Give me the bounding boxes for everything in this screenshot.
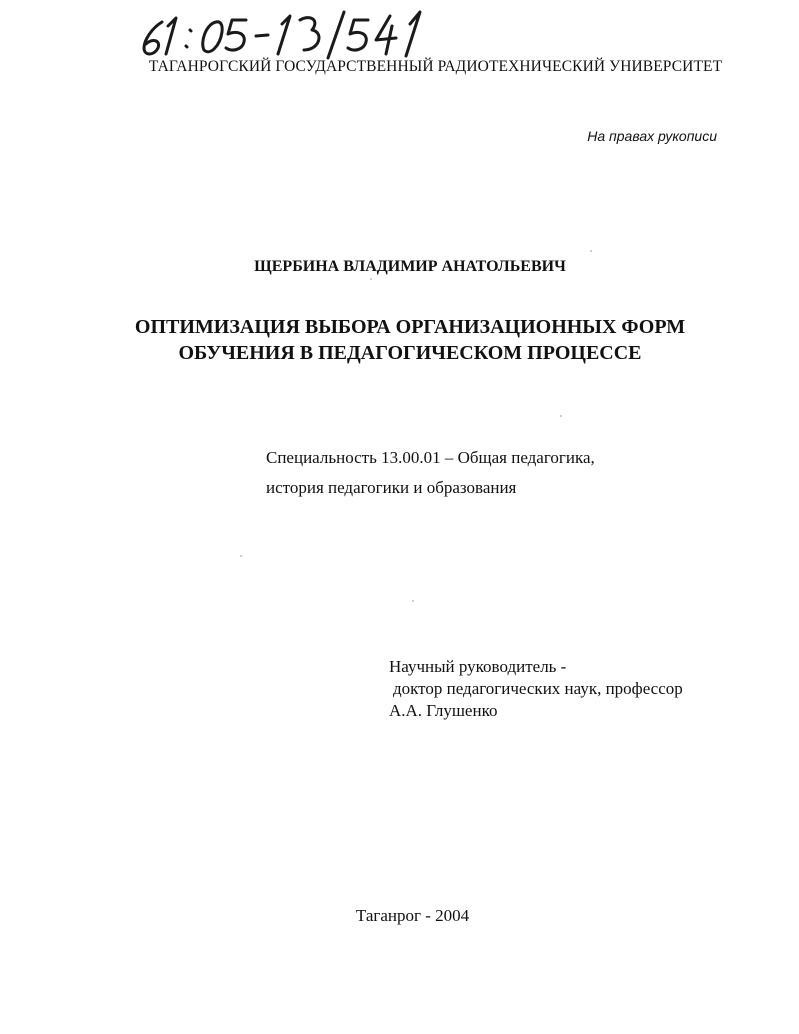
supervisor-degree: доктор педагогических наук, профессор <box>393 679 683 698</box>
supervisor-name: А.А. Глушенко <box>389 701 498 720</box>
specialty-line-1: Специальность 13.00.01 – Общая педагогика, <box>266 448 595 467</box>
specialty-block <box>266 443 595 503</box>
city-and-year: Таганрог - 2004 <box>355 906 470 925</box>
scan-speck <box>240 555 242 557</box>
supervisor-block <box>389 656 683 722</box>
thesis-title-line-2: ОБУЧЕНИЯ В ПЕДАГОГИЧЕСКОМ ПРОЦЕССЕ <box>178 342 642 364</box>
scan-speck <box>590 250 592 252</box>
university-name: ТАГАНРОГСКИЙ ГОСУДАРСТВЕННЫЙ РАДИОТЕХНИЧЕСКИЙ УНИВЕРСИТЕТ <box>148 58 723 75</box>
thesis-title <box>0 314 799 366</box>
scan-speck <box>370 278 372 280</box>
scan-speck <box>412 600 414 602</box>
thesis-title-line-1: ОПТИМИЗАЦИЯ ВЫБОРА ОРГАНИЗАЦИОННЫХ ФОРМ <box>134 316 686 338</box>
rights-note: На правах рукописи <box>587 128 717 144</box>
author-name: ЩЕРБИНА ВЛАДИМИР АНАТОЛЬЕВИЧ <box>254 258 566 275</box>
scan-speck <box>560 415 562 417</box>
specialty-line-2: история педагогики и образования <box>266 478 517 497</box>
supervisor-role: Научный руководитель - <box>389 657 567 676</box>
